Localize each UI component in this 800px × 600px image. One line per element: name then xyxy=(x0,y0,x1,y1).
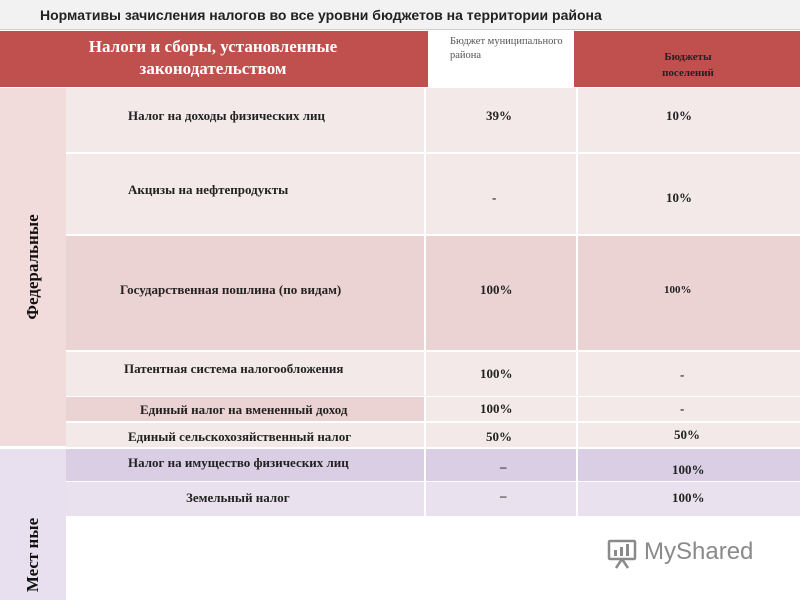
municipal-cell xyxy=(426,449,576,481)
tax-cell xyxy=(66,397,424,421)
watermark-text: MyShared xyxy=(644,538,754,565)
settlements-value: - xyxy=(680,401,685,416)
municipal-cell xyxy=(426,154,576,234)
tax-name: Единый сельскохозяйственный налог xyxy=(128,429,352,444)
header-settlements-budget xyxy=(576,31,800,87)
header-settlements-label: Бюджеты поселений xyxy=(662,51,714,79)
settlements-value: - xyxy=(680,367,685,382)
municipal-value: 100% xyxy=(480,401,513,416)
table-row xyxy=(66,154,800,234)
tax-cell xyxy=(66,88,424,152)
tax-cell xyxy=(66,423,424,447)
settlements-cell xyxy=(578,482,800,516)
tax-cell xyxy=(66,449,424,481)
municipal-cell xyxy=(426,423,576,447)
watermark-logo xyxy=(606,536,776,572)
municipal-cell xyxy=(426,236,576,350)
table-row xyxy=(66,88,800,152)
settlements-value: 10% xyxy=(666,108,692,123)
settlements-cell xyxy=(578,352,800,396)
group-federal-label: Федеральные xyxy=(23,214,42,320)
tax-name: Единый налог на вмененный доход xyxy=(140,402,348,417)
municipal-value: - xyxy=(492,190,497,205)
group-local xyxy=(0,449,66,600)
settlements-value: 50% xyxy=(674,427,700,442)
municipal-cell xyxy=(426,352,576,396)
table-row xyxy=(66,397,800,421)
tax-name: Земельный налог xyxy=(186,490,290,505)
settlements-cell xyxy=(578,154,800,234)
table-row xyxy=(66,482,800,516)
municipal-value: 100% xyxy=(480,366,513,381)
tax-cell xyxy=(66,236,424,350)
group-local-label: Мест ные xyxy=(23,517,42,592)
group-federal xyxy=(0,88,66,446)
municipal-value: 50% xyxy=(486,429,512,444)
presentation-icon xyxy=(606,538,638,570)
settlements-cell xyxy=(578,449,800,481)
header-taxes: Налоги и сборы, установленные законодательством xyxy=(0,31,426,87)
municipal-value: – xyxy=(500,459,507,474)
municipal-cell xyxy=(426,482,576,516)
tax-name: Патентная система налогообложения xyxy=(124,361,344,376)
municipal-cell xyxy=(426,397,576,421)
settlements-value: 100% xyxy=(672,462,705,477)
tax-name: Государственная пошлина (по видам) xyxy=(120,282,342,297)
table-row xyxy=(66,449,800,481)
tax-cell xyxy=(66,352,424,396)
municipal-cell xyxy=(426,88,576,152)
settlements-value: 100% xyxy=(664,284,692,296)
table-row xyxy=(66,423,800,447)
tax-name: Акцизы на нефтепродукты xyxy=(128,182,289,197)
settlements-cell xyxy=(578,236,800,350)
settlements-value: 10% xyxy=(666,190,692,205)
header-municipal-budget: Бюджет муниципального района xyxy=(426,31,576,87)
municipal-value: – xyxy=(500,488,507,503)
slide-title: Нормативы зачисления налогов во все уровни бюджетов на территории района xyxy=(0,0,800,30)
tax-cell xyxy=(66,482,424,516)
tax-name: Налог на доходы физических лиц xyxy=(128,108,326,123)
table-row xyxy=(66,236,800,350)
settlements-value: 100% xyxy=(672,490,705,505)
municipal-value: 100% xyxy=(480,282,513,297)
settlements-cell xyxy=(578,397,800,421)
settlements-cell xyxy=(578,423,800,447)
municipal-value: 39% xyxy=(486,108,512,123)
tax-cell xyxy=(66,154,424,234)
table-row xyxy=(66,352,800,396)
settlements-cell xyxy=(578,88,800,152)
tax-name: Налог на имущество физических лиц xyxy=(128,455,349,470)
